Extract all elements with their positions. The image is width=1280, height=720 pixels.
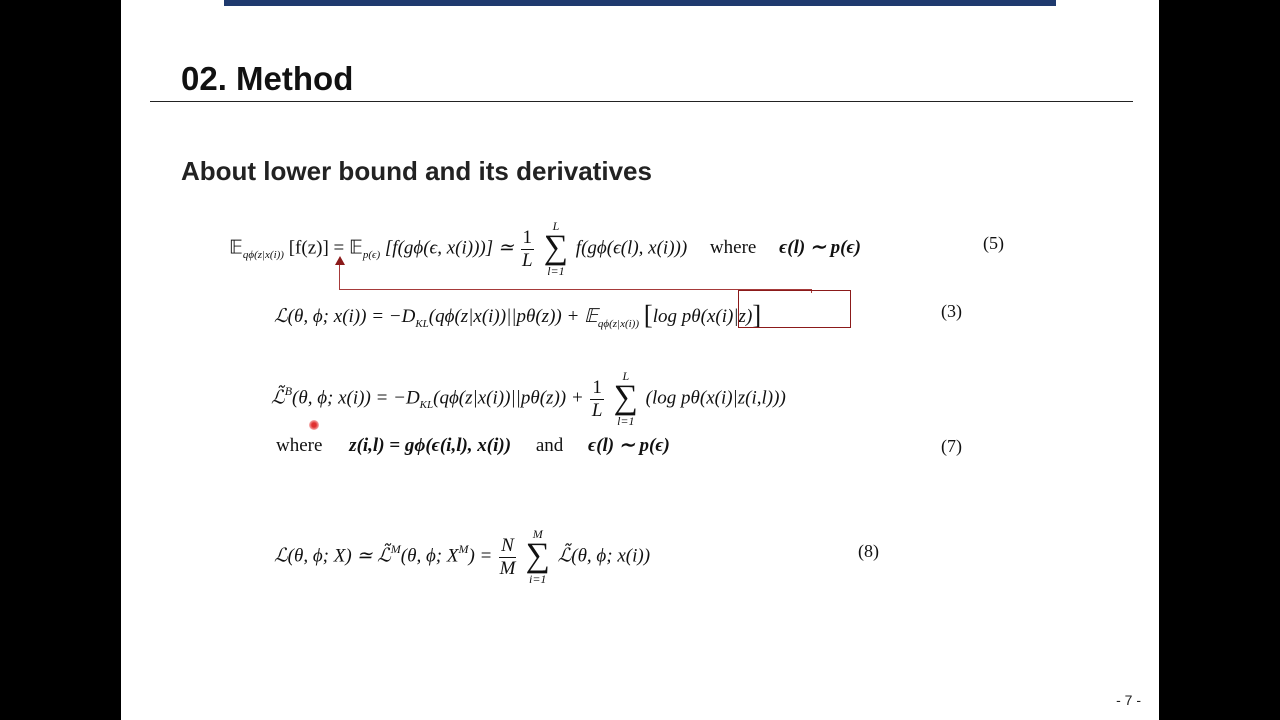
eq8-summation: M ∑ i=1 (525, 527, 550, 586)
title-divider (150, 101, 1133, 102)
eq3-kl-sub: KL (415, 318, 429, 330)
slide-subtitle: About lower bound and its derivatives (181, 156, 652, 186)
eq7-kl-sub: KL (419, 399, 434, 412)
eq8-tail: ℒ̃(θ, ϕ; x(i)) (557, 545, 651, 567)
eq7-part-c: (qϕ(z|x(i))||pθ(z)) + (433, 387, 584, 409)
eq3-part-a: ℒ(θ, ϕ; x(i)) = −D (274, 306, 416, 327)
eq5-fraction: $\frac{1}{L}$ (522, 226, 533, 271)
eq7-definition: z(i,l) = gϕ(ϵ(i,l), x(i)) (349, 435, 512, 456)
annotation-arrow-head (335, 256, 345, 265)
eq7-and: and (535, 435, 564, 456)
eq7-tail: (log pθ(x(i)|z(i,l))) (645, 387, 786, 409)
equation-3: ℒ(θ, ϕ; $x(i)) = -D_{KL}(q\phi(z|x(i))||p\theta(z))$ + 𝔼$_{q\phi(z|x(i))}$ [log pθ(x(i)|z)] (274, 300, 762, 330)
slide-title: 02. Method (181, 60, 354, 97)
eq8-part-a: ℒ(θ, ϕ; X) ≃ ℒ̃ (274, 545, 391, 567)
eq7-part-b: (θ, ϕ; x(i)) = −D (292, 387, 420, 409)
equation-7-condition-line (276, 434, 670, 457)
eq5-summation: L ∑ l=1 (543, 219, 569, 278)
eq5-lhs-sub: qϕ(z|x(i)) (242, 249, 284, 262)
eq5-lhs-arg: [f(z)] = 𝔼 (288, 237, 363, 259)
equation-3-number: (3) (941, 301, 962, 321)
eq8-part-c: ) = (468, 545, 493, 567)
eq3-boxed-term: log pθ(x(i)|z) (652, 306, 753, 327)
equation-5-number: (5) (983, 233, 1004, 253)
equation-7 (271, 370, 786, 428)
eq8-sup-m2: M (458, 542, 469, 557)
top-accent-bar (224, 0, 1056, 6)
highlight-box (738, 290, 851, 328)
equation-7-number: (7) (941, 436, 962, 456)
equation-5 (229, 220, 861, 278)
eq7-summation: L ∑ l=1 (613, 369, 638, 428)
eq5-rhs-sub: p(ϵ) (362, 249, 381, 262)
eq8-sup-m: M (390, 542, 401, 557)
equation-8-number: (8) (858, 541, 879, 561)
eq8-fraction: $\frac{N}{M}$ (499, 534, 516, 579)
equation-8 (274, 528, 650, 586)
eq5-rhs: [f(gϕ(ϵ, x(i)))] ≃ (384, 237, 514, 259)
eq5-condition: ϵ(l) ∼ p(ϵ) (779, 237, 861, 259)
eq8-part-b: (θ, ϕ; X (400, 545, 459, 567)
page-number: - 7 - (1116, 692, 1141, 708)
eq5-tail: f(gϕ(ϵ(l), x(i))) (575, 237, 688, 259)
eq7-fraction: $\frac{1}{L}$ (591, 376, 603, 421)
eq7-where: where (276, 435, 323, 456)
eq7-condition: ϵ(l) ∼ p(ϵ) (588, 435, 670, 456)
eq7-sup-b: B (284, 384, 293, 399)
annotation-arrow-shaft (339, 262, 340, 289)
eq3-exp-sub: qϕ(z|x(i)) (597, 318, 640, 330)
eq3-part-b: (qϕ(z|x(i))||pθ(z)) + 𝔼 (428, 306, 598, 327)
eq5-where: where (709, 237, 757, 259)
eq7-part-a: ℒ̃ (271, 387, 285, 409)
eq5-lhs: 𝔼 (229, 237, 243, 259)
laser-pointer-cursor (309, 420, 319, 430)
slide (121, 0, 1159, 720)
